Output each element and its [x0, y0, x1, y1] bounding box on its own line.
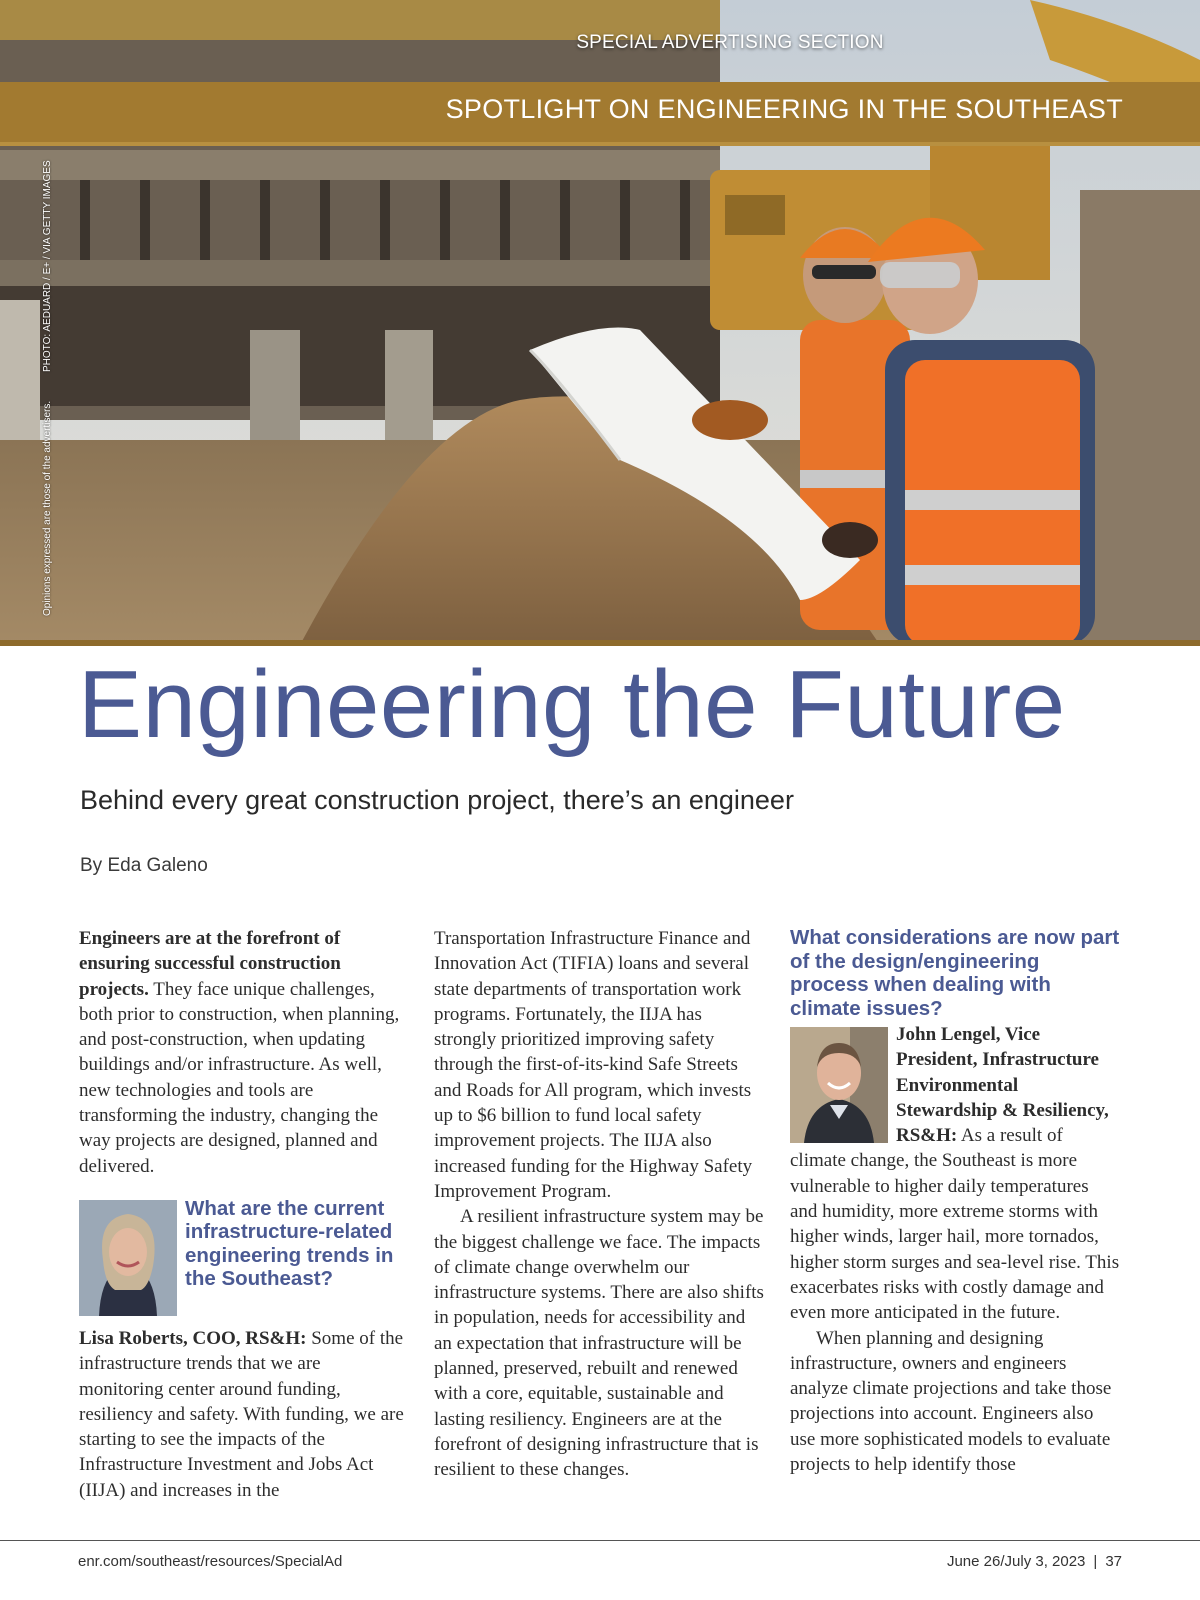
question-1-heading: What are the current infrastructure-related engineering trends in the Southeast?: [185, 1196, 394, 1291]
column-2: [434, 926, 764, 1483]
question-2-heading: What considerations are now part of the design/engineering process when dealing with climate issues?: [790, 926, 1120, 1020]
question-2-answer-text: As a result of climate change, the Southeast is more vulnerable to higher daily temperatures and humidity, more extreme storms with higher winds, larger hail, more tornados, higher storm surges and sea-level rise. This exacerbates risks with costly damage and even more anticipated in the future.: [790, 1125, 1120, 1324]
column-3: [790, 926, 1120, 1477]
intro-text: They face unique challenges, both prior to construction, when planning, and post-construction, when updating buildings and/or infrastructure. As well, new technologies and tools are transforming the industry, changing the way projects are designed, planned and delivered.: [79, 978, 400, 1177]
article-byline: By Eda Galeno: [80, 855, 208, 876]
spotlight-title: SPOTLIGHT ON ENGINEERING IN THE SOUTHEAST: [445, 94, 1123, 124]
climate-projections-paragraph: When planning and designing infrastructure, owners and engineers analyze climate projections and take those projections into account. Engineers also use more sophisticated models to evaluate projects to help identify those: [790, 1327, 1112, 1476]
advertiser-disclaimer: Opinions expressed are those of the advertisers.: [42, 400, 53, 616]
column-1: [79, 926, 409, 1503]
page-number: 37: [1105, 1553, 1122, 1570]
intro-lead: Engineers are at the forefront of ensuring successful construction projects.: [79, 928, 341, 1000]
article-title: Engineering the Future: [78, 651, 1066, 758]
spotlight-banner: [0, 82, 1200, 146]
footer-rule: [0, 1540, 1200, 1541]
resiliency-paragraph: A resilient infrastructure system may be the biggest challenge we face. The impacts of climate change overwhelm our infrastructure systems. There are also shifts in population, needs for accessibility and an expectation that infrastructure will be planned, preserved, rebuilt and renewed with a core, equitable, sustainable and lasting resiliency. Engineers are at the forefront of designing infrastructure that is resilient to these changes.: [434, 1206, 764, 1481]
article-subtitle: Behind every great construction project, there’s an engineer: [80, 785, 794, 815]
lisa-roberts-portrait: [79, 1200, 177, 1316]
question-2-block: [790, 926, 1120, 1020]
photo-credit: PHOTO: AEDUARD / E+ / VIA GETTY IMAGES: [42, 160, 53, 372]
question-1-answer-start: [79, 1326, 409, 1503]
question-1-block: [79, 1197, 409, 1320]
question-1-answer-text: Some of the infrastructure trends that we are monitoring center around funding, resiliency and safety. With funding, we are starting to see the impacts of the Infrastructure Investment and Jobs Act (IIJA) and increases in the: [79, 1327, 404, 1501]
question-1-answer-continued: Transportation Infrastructure Finance and Innovation Act (TIFIA) loans and several state departments of transportation work programs. Fortunately, the IIJA has strongly prioritized improving safety through the first-of-its-kind Safe Streets and Roads for All program, which invests up to $6 billion to fund local safety improvement projects. The IIJA also increased funding for the Highway Safety Improvement Program.: [434, 928, 753, 1202]
intro-paragraph: [79, 926, 409, 1179]
john-lengel-portrait: [790, 1027, 888, 1143]
john-lengel-name: John Lengel, Vice President, Infrastructure Environmental Stewardship & Resiliency, RS&H:: [896, 1024, 1109, 1147]
lisa-roberts-name: Lisa Roberts, COO, RS&H:: [79, 1327, 307, 1349]
footer-url: enr.com/southeast/resources/SpecialAd: [78, 1553, 343, 1570]
footer-date-page: [947, 1553, 1122, 1570]
issue-date: June 26/July 3, 2023: [946, 1553, 1086, 1570]
hero-bottom-rule: [0, 640, 1200, 646]
footer-separator: |: [1093, 1553, 1098, 1570]
special-advertising-label: SPECIAL ADVERTISING SECTION: [576, 32, 884, 53]
